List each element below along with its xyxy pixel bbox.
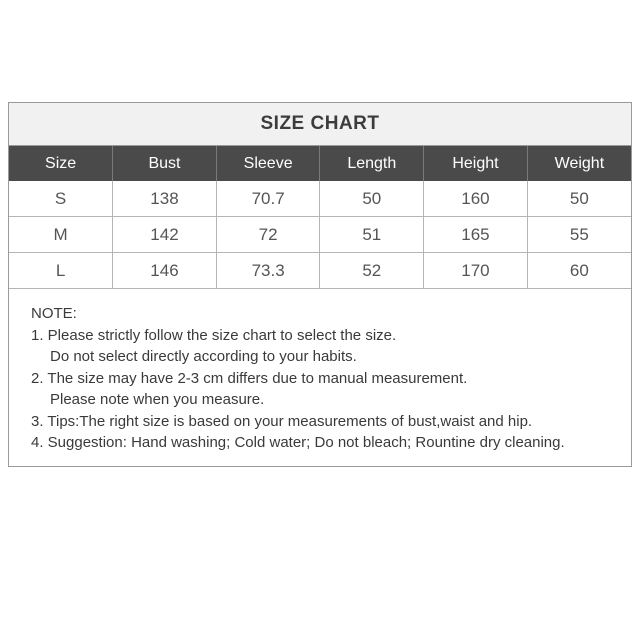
- cell-bust: 138: [113, 181, 217, 217]
- header-weight: Weight: [527, 146, 631, 181]
- cell-size: L: [9, 253, 113, 289]
- cell-bust: 146: [113, 253, 217, 289]
- header-height: Height: [424, 146, 528, 181]
- table-row: [9, 253, 631, 289]
- cell-length: 51: [320, 217, 424, 253]
- cell-bust: 142: [113, 217, 217, 253]
- cell-size: M: [9, 217, 113, 253]
- table-header-row: [9, 146, 631, 181]
- chart-title: SIZE CHART: [9, 103, 631, 146]
- cell-length: 50: [320, 181, 424, 217]
- cell-sleeve: 72: [216, 217, 320, 253]
- notes-section: [9, 289, 631, 466]
- header-size: Size: [9, 146, 113, 181]
- header-length: Length: [320, 146, 424, 181]
- cell-length: 52: [320, 253, 424, 289]
- note-line: 4. Suggestion: Hand washing; Cold water; Do not bleach; Rountine dry cleaning.: [31, 434, 565, 451]
- table-row: [9, 181, 631, 217]
- note-line: Do not select directly according to your habits.: [50, 348, 357, 365]
- cell-weight: 60: [527, 253, 631, 289]
- header-sleeve: Sleeve: [216, 146, 320, 181]
- cell-weight: 50: [527, 181, 631, 217]
- size-chart: [8, 102, 632, 467]
- note-line: 3. Tips:The right size is based on your measurements of bust,waist and hip.: [31, 412, 533, 430]
- cell-sleeve: 70.7: [216, 181, 320, 217]
- cell-height: 170: [424, 253, 528, 289]
- cell-height: 160: [424, 181, 528, 217]
- note-line: 2. The size may have 2-3 cm differs due to manual measurement.: [31, 369, 468, 387]
- note-line: Please note when you measure.: [50, 391, 265, 408]
- cell-weight: 55: [527, 217, 631, 253]
- size-table: [9, 146, 631, 289]
- header-bust: Bust: [113, 146, 217, 181]
- cell-sleeve: 73.3: [216, 253, 320, 289]
- notes-heading: NOTE:: [31, 305, 77, 322]
- note-line: 1. Please strictly follow the size chart to select the size.: [31, 326, 397, 344]
- cell-size: S: [9, 181, 113, 217]
- cell-height: 165: [424, 217, 528, 253]
- table-row: [9, 217, 631, 253]
